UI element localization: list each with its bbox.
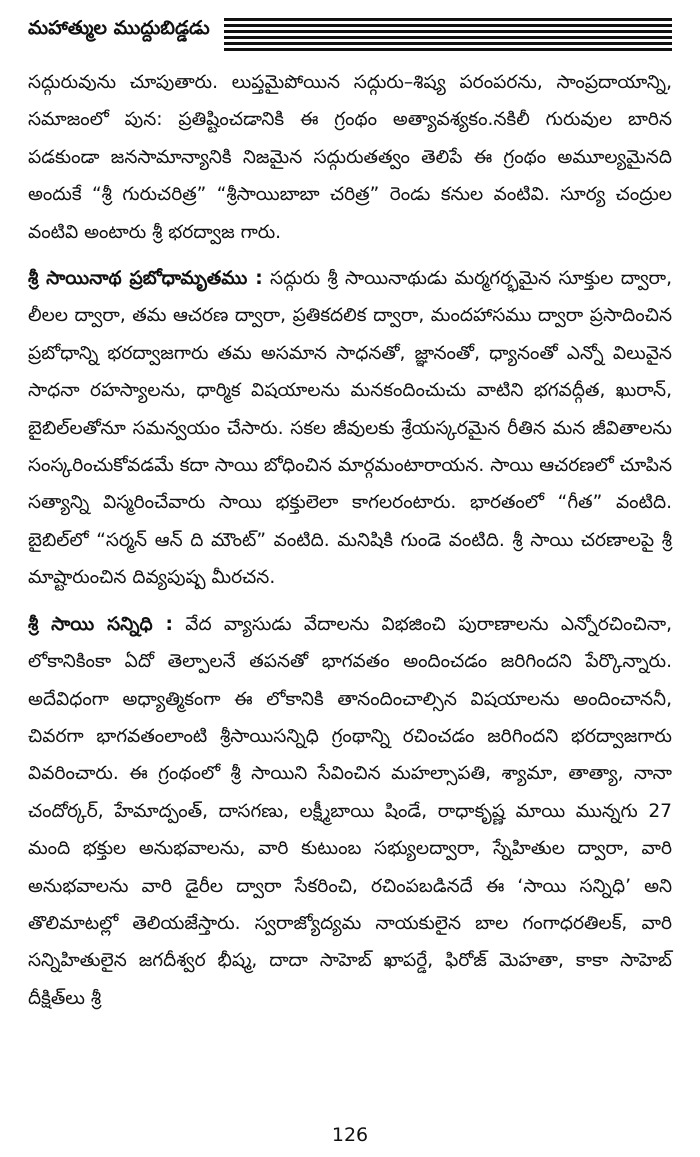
- rule-line: [224, 48, 672, 51]
- paragraph-intro: [28, 64, 672, 251]
- running-title: మహాత్ముల ముద్దుబిడ్డడు: [28, 17, 210, 39]
- rule-line: [224, 36, 672, 39]
- rule-line: [224, 30, 672, 33]
- paragraph-text: సద్గురువును చూపుతారు. లుప్తమైపోయిన సద్గురు–శిష్య పరంపరను, సాంప్రదాయాన్ని, సమాజంలో పున: ప్రతిష్టించడానికి ఈ గ్రంథం అత్యావశ్యకం.నకిలీ గురువుల బారిన పడకుండా జనసామాన్యానికి నిజమైన సద్గురుతత్వం తెలిపే ఈ గ్రంథం అమూల్యమైనది అందుకే “శ్రీ గురుచరిత్ర” “శ్రీసాయిబాబా చరిత్ర” రెండు కనుల వంటివి. సూర్య చంద్రుల వంటివి అంటారు శ్రీ భరద్వాజ గారు.: [28, 72, 672, 243]
- paragraph-heading: శ్రీ సాయి సన్నిధి :: [28, 613, 173, 635]
- page-header: [28, 14, 672, 54]
- paragraph-text: సద్గురు శ్రీ సాయినాథుడు మర్మగర్భమైన సూక్తుల ద్వారా, లీలల ద్వారా, తమ ఆచరణ ద్వారా, ప్రతికదలిక ద్వారా, మందహాసము ద్వారా ప్రసాదించిన ప్రబోధాన్ని భరద్వాజగారు తమ అసమాన సాధనతో, జ్ఞానంతో, ధ్యానంతో ఎన్నో విలువైన సాధనా రహస్యాలను, ధార్మిక విషయాలను మనకందించుచు వాటిని భగవద్గీత, ఖురాన్, బైబిల్‌లతోనూ సమన్వయం చేసారు. సకల జీవులకు శ్రేయస్కరమైన రీతిన మన జీవితాలను సంస్కరించుకోవడమే కదా సాయి బోధించిన మార్గమంటారాయన. సాయి ఆచరణలో చూపిన సత్యాన్ని విస్మరించేవారు సాయి భక్తులెలా కాగలరంటారు. భారతంలో “గీత” వంటిది. బైబిల్‌లో “సర్మన్ ఆన్ ది మౌంట్” వంటిది. మనిషికి గుండె వంటిది. శ్రీ సాయి చరణాలపై శ్రీ మాష్టారుంచిన దివ్యపుష్ప మీరచన.: [28, 268, 672, 589]
- paragraph-text: వేద వ్యాసుడు వేదాలను విభజించి పురాణాలను ఎన్నోరచించినా, లోకానికింకా ఏదో తెల్పాలనే తపనతో భాగవతం అందించడం జరిగిందని పేర్కొన్నారు. అదేవిధంగా అధ్యాత్మికంగా ఈ లోకానికి తానందించాల్సిన విషయాలను అందించాననీ, చివరగా భాగవతంలాంటి శ్రీసాయిసన్నిధి గ్రంథాన్ని రచించడం జరిగిందని భరద్వాజగారు వివరించారు. ఈ గ్రంథంలో శ్రీ సాయిని సేవించిన మహల్సాపతి, శ్యామా, తాత్యా, నానా చందోర్కర్, హేమాద్పంత్, దాసగణు, లక్ష్మీబాయి షిండే, రాధాకృష్ణ మాయి మున్నగు 27 మంది భక్తుల అనుభవాలను, వారి కుటుంబ సభ్యులద్వారా, స్నేహితుల ద్వారా, వారి అనుభవాలను వారి డైరీల ద్వారా సేకరించి, రచింపబడినదే ఈ ‘సాయి సన్నిధి’ అని తొలిమాటల్లో తెలియజేస్తారు. స్వరాజ్యోద్యమ నాయకులైన బాల గంగాధరతిలక్, వారి సన్నిహితులైన జగదీశ్వర భీష్మ, దాదా సాహెబ్ ఖాపర్డే, ఫిరోజ్ మెహతా, కాకా సాహెబ్ దీక్షిత్‌లు శ్రీ: [28, 613, 672, 1009]
- page-body: [28, 64, 672, 1026]
- rule-line: [224, 42, 672, 45]
- rule-line: [224, 18, 672, 21]
- paragraph-prabodhamrutham: [28, 260, 672, 597]
- header-rule-lines: [224, 18, 672, 54]
- paragraph-heading: శ్రీ సాయినాథ ప్రబోధామృతము :: [28, 268, 263, 290]
- page-number: 126: [331, 1124, 369, 1146]
- paragraph-sai-sannidhi: [28, 606, 672, 1017]
- rule-line: [224, 24, 672, 27]
